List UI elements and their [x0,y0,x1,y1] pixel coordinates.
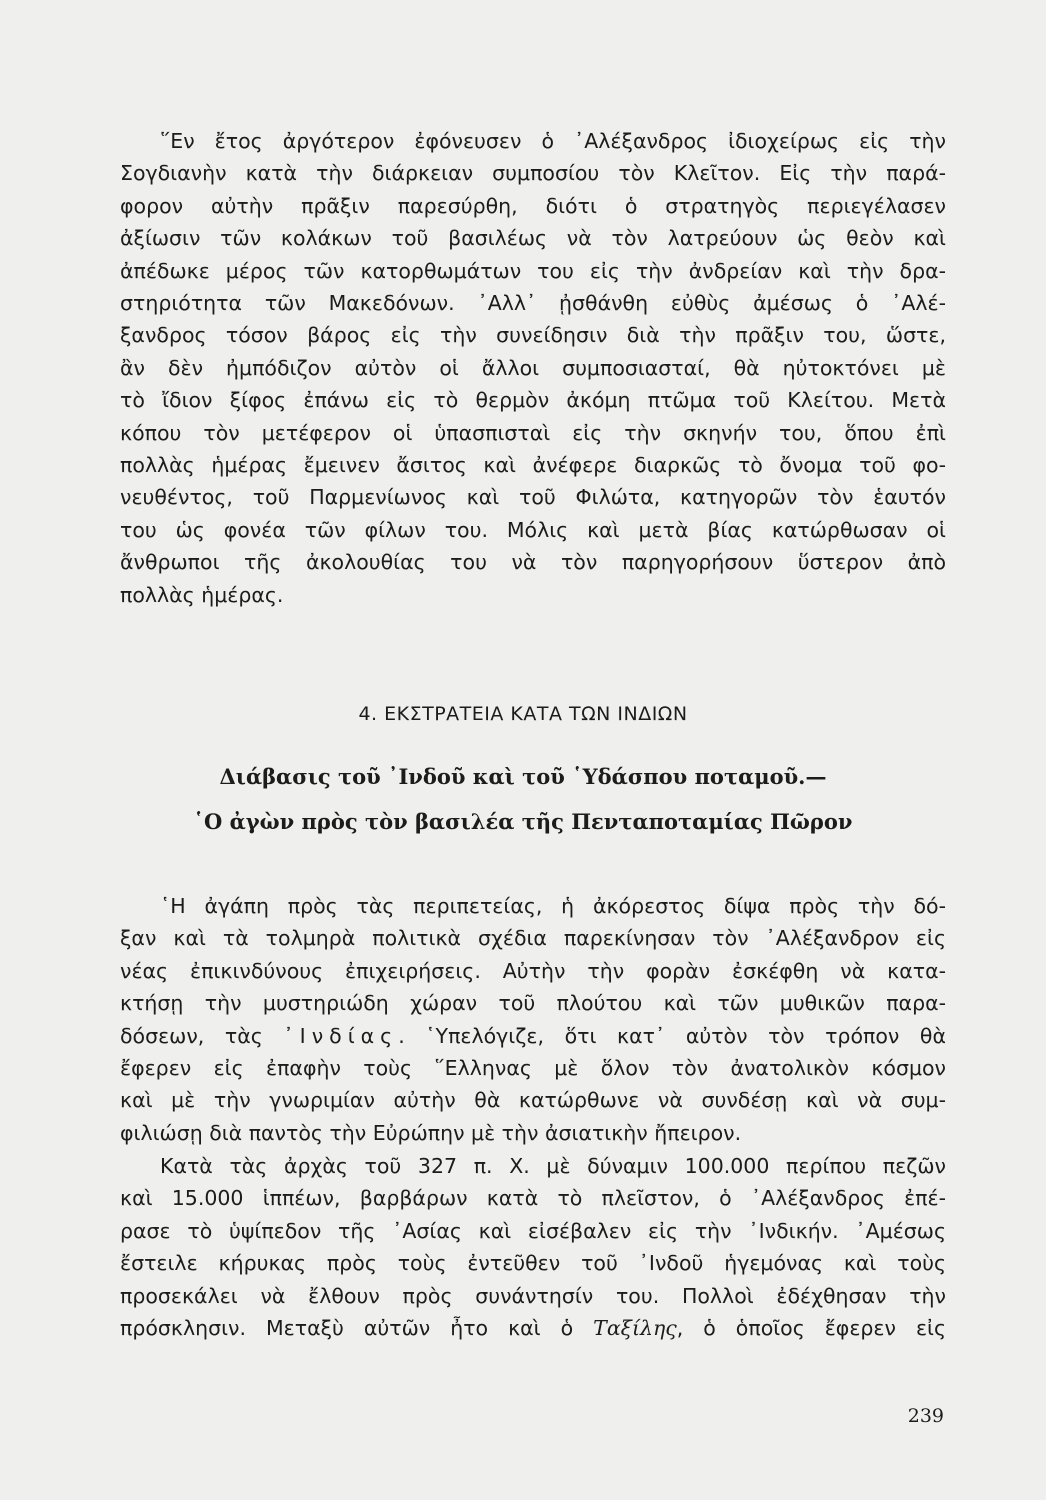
text-line: φορον αὐτὴν πρᾶξιν παρεσύρθη, διότι ὁ στρατηγὸς περιεγέλασεν [120,193,946,218]
subtitle-line-1: Διάβασις τοῦ ᾿Ινδοῦ καὶ τοῦ ῾Υδάσπου ποταμοῦ.— [219,764,827,789]
text-line: στηριότητα τῶν Μακεδόνων. ᾿Αλλ᾿ ᾐσθάνθη εὐθὺς ἀμέσως ὁ ᾿Αλέ- [120,291,946,316]
text-line: ῾Η ἀγάπη πρὸς τὰς περιπετείας, ἡ ἀκόρεστος δίψα πρὸς τὴν δό- [160,894,946,918]
text-line: ξαν καὶ τὰ τολμηρὰ πολιτικὰ σχέδια παρεκίνησαν τὸν ᾿Αλέξανδρον εἰς [120,926,946,951]
text-line: τὸ ἴδιον ξίφος ἐπάνω εἰς τὸ θερμὸν ἀκόμη πτῶμα τοῦ Κλείτου. Μετὰ [120,388,946,413]
text-line: νέας ἐπικινδύνους ἐπιχειρήσεις. Αὐτὴν τὴν φορὰν ἐσκέφθη νὰ κατα- [120,958,946,983]
text-line: ξανδρος τόσον βάρος εἰς τὴν συνείδησιν διὰ τὴν πρᾶξιν του, ὥστε, [120,323,946,348]
text-line: ἔφερεν εἰς ἐπαφὴν τοὺς ῞Ελληνας μὲ ὅλον τὸν ἀνατολικὸν κόσμον [120,1056,946,1081]
text-line: προσεκάλει νὰ ἔλθουν πρὸς συνάντησίν του. Πολλοὶ ἐδέχθησαν τὴν [120,1283,946,1308]
text-line: του ὡς φονέα τῶν φίλων του. Μόλις καὶ μετὰ βίας κατώρθωσαν οἱ [120,517,946,542]
text-line: νευθέντος, τοῦ Παρμενίωνος καὶ τοῦ Φιλώτα, κατηγορῶν τὸν ἑαυτόν [120,485,946,510]
paragraph-klitos [120,125,946,611]
text-line: ἂν δὲν ἠμπόδιζον αὐτὸν οἱ ἄλλοι συμποσιασταί, θὰ ηὐτοκτόνει μὲ [120,355,946,380]
text-line: ῞Εν ἔτος ἀργότερον ἐφόνευσεν ὁ ᾿Αλέξανδρος ἰδιοχείρως εἰς τὴν [160,129,946,153]
text-segment: , ὁ ὁποῖος ἔφερεν εἰς [676,1316,946,1341]
text-line-composite [120,1312,946,1344]
text-line: πολλὰς ἡμέρας. [120,582,284,607]
text-line: καὶ μὲ τὴν γνωριμίαν αὐτὴν θὰ κατώρθωνε νὰ συνδέσῃ καὶ νὰ συμ- [120,1088,946,1113]
text-line: κόπου τὸν μετέφερον οἱ ὑπασπισταὶ εἰς τὴν σκηνήν του, ὅπου ἐπὶ [120,420,946,445]
text-line: ἄνθρωποι τῆς ἀκολουθίας του νὰ τὸν παρηγορήσουν ὕστερον ἀπὸ [120,550,946,575]
spaced-word-indias: ᾿Ινδίας [283,1023,399,1048]
text-line: ἔστειλε κήρυκας πρὸς τοὺς ἐντεῦθεν τοῦ ᾿Ινδοῦ ἡγεμόνας καὶ τοὺς [120,1251,946,1276]
subtitle-line-2: ῾Ο ἀγὼν πρὸς τὸν βασιλέα τῆς Πενταποταμίας Πῶρον [193,809,853,834]
text-line: Σογδιανὴν κατὰ τὴν διάρκειαν συμποσίου τὸν Κλεῖτον. Εἰς τὴν παρά- [120,161,946,186]
text-line: ἀξίωσιν τῶν κολάκων τοῦ βασιλέως νὰ τὸν λατρεύουν ὡς θεὸν καὶ [120,226,946,251]
text-segment: πρόσκλησιν. Μεταξὺ αὐτῶν ἦτο καὶ ὁ [120,1316,574,1341]
text-line: ἀπέδωκε μέρος τῶν κατορθωμάτων του εἰς τὴν ἀνδρείαν καὶ τὴν δρα- [120,258,946,283]
paragraph-327-bc [120,1150,946,1344]
text-line: πολλὰς ἡμέρας ἔμεινεν ἄσιτος καὶ ἀνέφερε διαρκῶς τὸ ὄνομα τοῦ φο- [120,453,946,478]
section-heading: 4. ΕΚΣΤΡΑΤΕΙΑ ΚΑΤΑ ΤΩΝ ΙΝΔΙΩΝ [358,703,688,725]
text-line: καὶ 15.000 ἱππέων, βαρβάρων κατὰ τὸ πλεῖστον, ὁ ᾿Αλέξανδρος ἐπέ- [120,1186,946,1211]
page-number: 239 [907,1405,944,1427]
text-line: φιλιώσῃ διὰ παντὸς τὴν Εὐρώπην μὲ τὴν ἀσιατικὴν ἤπειρον. [120,1120,742,1145]
text-line: Κατὰ τὰς ἀρχὰς τοῦ 327 π. Χ. μὲ δύναμιν 100.000 περίπου πεζῶν [160,1154,946,1178]
text-line-composite [120,1020,946,1052]
text-segment: . ῾Υπελόγιζε, ὅτι κατ᾿ αὐτὸν τὸν τρόπον θὰ [398,1023,946,1048]
text-line: κτήσῃ τὴν μυστηριώδη χώραν τοῦ πλούτου καὶ τῶν μυθικῶν παρα- [120,991,946,1016]
text-line: ρασε τὸ ὑψίπεδον τῆς ᾿Ασίας καὶ εἰσέβαλεν εἰς τὴν ᾿Ινδικήν. ᾿Αμέσως [120,1218,946,1243]
text-segment: δόσεων, τὰς [120,1023,263,1048]
paragraph-india-campaign [120,890,946,1149]
italic-name-taxiles: Ταξίλης [593,1316,677,1341]
